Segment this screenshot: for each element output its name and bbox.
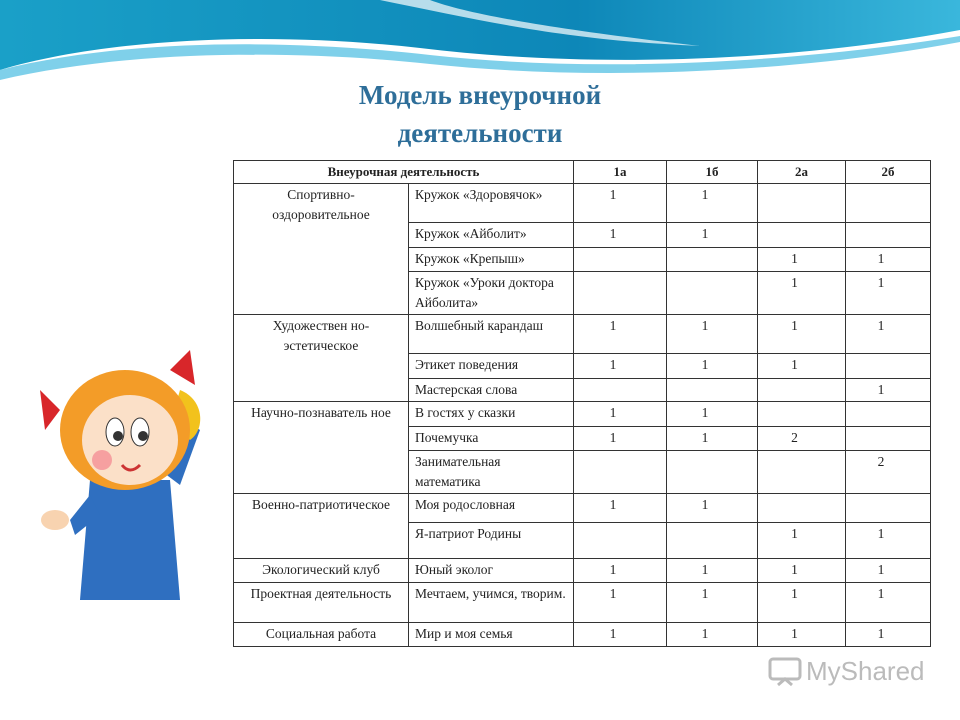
header-activity: Внеурочная деятельность (234, 161, 574, 184)
header-class: 1а (574, 161, 667, 184)
hours-cell: 2 (846, 451, 931, 494)
table-row (234, 559, 931, 583)
category-cell: Художествен но-эстетическое (234, 315, 409, 402)
hours-cell (574, 272, 667, 315)
hours-cell: 1 (574, 402, 667, 427)
hours-cell (846, 427, 931, 451)
hours-cell (667, 523, 758, 559)
hours-cell (758, 184, 846, 223)
hours-cell: 1 (667, 354, 758, 379)
activity-cell: Мастерская слова (409, 379, 574, 402)
hours-cell: 1 (758, 272, 846, 315)
hours-cell (574, 523, 667, 559)
hours-cell: 1 (574, 494, 667, 523)
hours-cell: 1 (846, 315, 931, 354)
hours-cell: 1 (846, 523, 931, 559)
category-cell: Экологический клуб (234, 559, 409, 583)
table-row (234, 315, 931, 354)
activity-cell: Я-патриот Родины (409, 523, 574, 559)
hours-cell: 1 (758, 559, 846, 583)
hours-cell: 1 (758, 523, 846, 559)
hours-cell: 1 (574, 427, 667, 451)
table-header-row (234, 161, 931, 184)
hours-cell: 1 (574, 623, 667, 647)
category-cell: Научно-познаватель ное (234, 402, 409, 494)
hours-cell: 1 (667, 623, 758, 647)
table-row (234, 623, 931, 647)
title-line-2: деятельности (397, 118, 563, 148)
table-row (234, 494, 931, 523)
hours-cell: 1 (574, 354, 667, 379)
hours-cell: 1 (667, 402, 758, 427)
hours-cell: 1 (667, 494, 758, 523)
activity-cell: Кружок «Айболит» (409, 223, 574, 248)
activity-cell: Волшебный карандаш (409, 315, 574, 354)
activity-cell: Кружок «Здоровячок» (409, 184, 574, 223)
hours-cell: 1 (574, 223, 667, 248)
hours-cell (667, 451, 758, 494)
activity-cell: Моя родословная (409, 494, 574, 523)
hours-cell (758, 494, 846, 523)
activity-cell: В гостях у сказки (409, 402, 574, 427)
hours-cell (758, 451, 846, 494)
hours-cell: 1 (574, 583, 667, 623)
hours-cell: 1 (758, 583, 846, 623)
activity-cell: Кружок «Крепыш» (409, 248, 574, 272)
hours-cell (758, 379, 846, 402)
hours-cell: 1 (667, 184, 758, 223)
header-class: 1б (667, 161, 758, 184)
activity-cell: Кружок «Уроки доктора Айболита» (409, 272, 574, 315)
activity-cell: Почемучка (409, 427, 574, 451)
activity-cell: Мир и моя семья (409, 623, 574, 647)
slide-title (280, 76, 680, 152)
hours-cell: 1 (758, 623, 846, 647)
myshared-watermark-logo (768, 656, 925, 687)
hours-cell: 1 (574, 184, 667, 223)
category-cell: Проектная деятельность (234, 583, 409, 623)
hours-cell (846, 494, 931, 523)
hours-cell: 1 (758, 354, 846, 379)
activity-cell: Мечтаем, учимся, творим. (409, 583, 574, 623)
header-class: 2б (846, 161, 931, 184)
watermark-text: MyShared (806, 656, 925, 686)
activity-cell: Юный эколог (409, 559, 574, 583)
hours-cell (667, 248, 758, 272)
hours-cell (846, 354, 931, 379)
hours-cell (667, 272, 758, 315)
hours-cell (667, 379, 758, 402)
hours-cell: 1 (846, 379, 931, 402)
hours-cell (758, 223, 846, 248)
category-cell: Военно-патриотическое (234, 494, 409, 559)
hours-cell: 1 (758, 248, 846, 272)
hours-cell (574, 379, 667, 402)
girl-with-bell-illustration (30, 320, 220, 620)
table-row (234, 184, 931, 223)
hours-cell: 1 (574, 559, 667, 583)
hours-cell: 1 (846, 623, 931, 647)
table-row (234, 402, 931, 427)
title-line-1: Модель внеурочной (358, 80, 602, 110)
category-cell: Социальная работа (234, 623, 409, 647)
activities-table (233, 160, 931, 647)
hours-cell: 1 (846, 583, 931, 623)
hours-cell (574, 248, 667, 272)
hours-cell: 1 (667, 559, 758, 583)
table-row (234, 583, 931, 623)
hours-cell (574, 451, 667, 494)
hours-cell (846, 402, 931, 427)
hours-cell: 1 (846, 272, 931, 315)
hours-cell: 1 (667, 583, 758, 623)
hours-cell: 1 (846, 559, 931, 583)
hours-cell: 1 (667, 315, 758, 354)
hours-cell: 2 (758, 427, 846, 451)
hours-cell: 1 (667, 223, 758, 248)
hours-cell (846, 184, 931, 223)
hours-cell (846, 223, 931, 248)
hours-cell: 1 (574, 315, 667, 354)
header-class: 2а (758, 161, 846, 184)
hours-cell (758, 402, 846, 427)
activity-cell: Занимательная математика (409, 451, 574, 494)
activity-cell: Этикет поведения (409, 354, 574, 379)
hours-cell: 1 (758, 315, 846, 354)
category-cell: Спортивно-оздоровительное (234, 184, 409, 315)
presentation-icon (768, 657, 802, 687)
hours-cell: 1 (846, 248, 931, 272)
hours-cell: 1 (667, 427, 758, 451)
